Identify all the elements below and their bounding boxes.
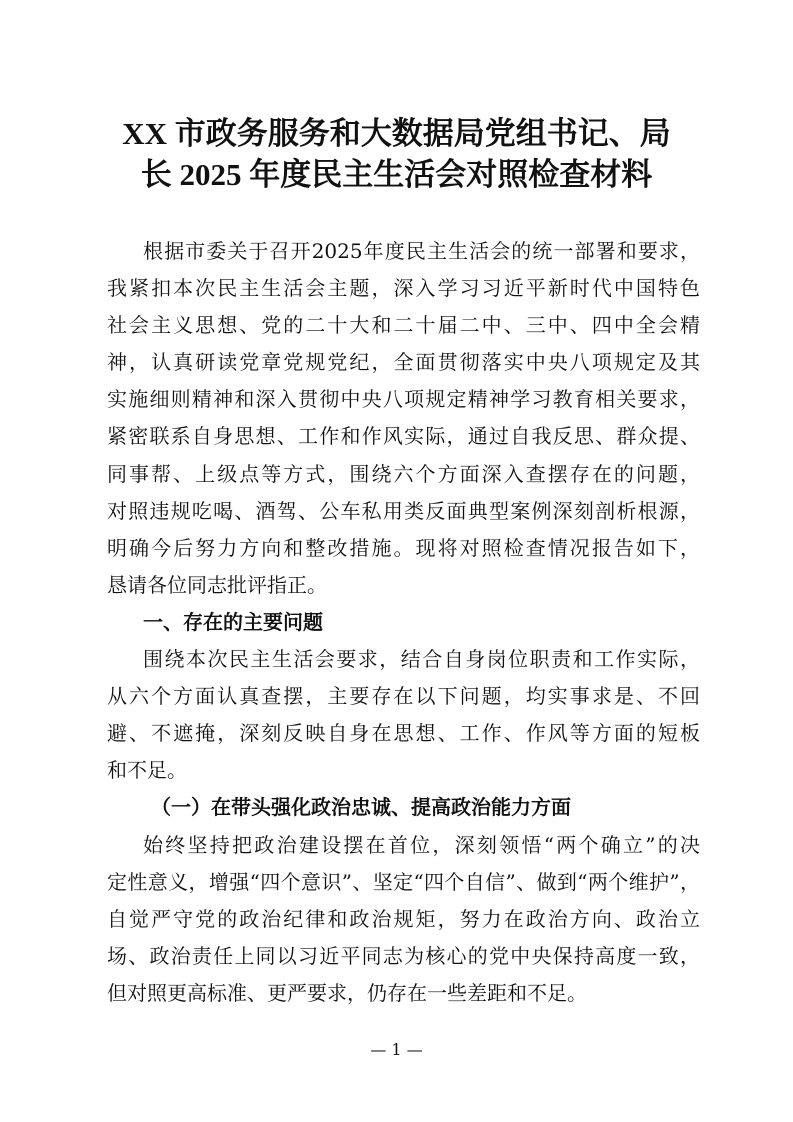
paragraph-line: 对照违规吃喝、酒驾、公车私用类反面典型案例深刻剖析根源， xyxy=(107,498,700,523)
paragraph-line: 自觉严守党的政治纪律和政治规矩，努力在政治方向、政治立 xyxy=(107,906,700,931)
paragraph-line: 明确今后努力方向和整改措施。现将对照检查情况报告如下， xyxy=(107,535,700,560)
paragraph-line: 避、不遮掩，深刻反映自身在思想、工作、作风等方面的短板 xyxy=(107,721,700,746)
paragraph-line: 定性意义，增强“四个意识”、坚定“四个自信”、做到“两个维护”， xyxy=(107,869,700,894)
section-heading: 一、存在的主要问题 xyxy=(143,609,323,634)
paragraph-line: 始终坚持把政治建设摆在首位，深刻领悟“两个确立”的决 xyxy=(143,832,700,857)
paragraph-line: 紧密联系自身思想、工作和作风实际，通过自我反思、群众提、 xyxy=(107,424,700,449)
paragraph-line: 同事帮、上级点等方式，围绕六个方面深入查摆存在的问题， xyxy=(107,461,700,486)
paragraph-line: 恳请各位同志批评指正。 xyxy=(107,572,327,597)
paragraph-line: 和不足。 xyxy=(107,758,187,783)
subsection-heading: （一）在带头强化政治忠诚、提高政治能力方面 xyxy=(151,795,571,820)
paragraph-line: 我紧扣本次民主生活会主题，深入学习习近平新时代中国特色 xyxy=(107,276,700,301)
paragraph-line: 但对照更高标准、更严要求，仍存在一些差距和不足。 xyxy=(107,980,587,1005)
paragraph-line: 实施细则精神和深入贯彻中央八项规定精神学习教育相关要求， xyxy=(107,387,700,412)
page-number: — 1 — xyxy=(370,1040,423,1059)
document-title-line-2: 长 2025 年度民主生活会对照检查材料 xyxy=(140,157,653,192)
paragraph-line: 场、政治责任上同以习近平同志为核心的党中央保持高度一致， xyxy=(107,943,700,968)
paragraph-line: 围绕本次民主生活会要求，结合自身岗位职责和工作实际， xyxy=(143,647,700,672)
document-body xyxy=(107,233,700,1012)
paragraph-line: 社会主义思想、党的二十大和二十届二中、三中、四中全会精 xyxy=(107,313,700,338)
paragraph-line: 根据市委关于召开2025年度民主生活会的统一部署和要求， xyxy=(143,239,700,263)
document-title-line-1: XX 市政务服务和大数据局党组书记、局 xyxy=(122,116,671,151)
paragraph-line: 神，认真研读党章党规党纪，全面贯彻落实中央八项规定及其 xyxy=(107,350,700,375)
paragraph-line: 从六个方面认真查摆，主要存在以下问题，均实事求是、不回 xyxy=(107,684,700,709)
